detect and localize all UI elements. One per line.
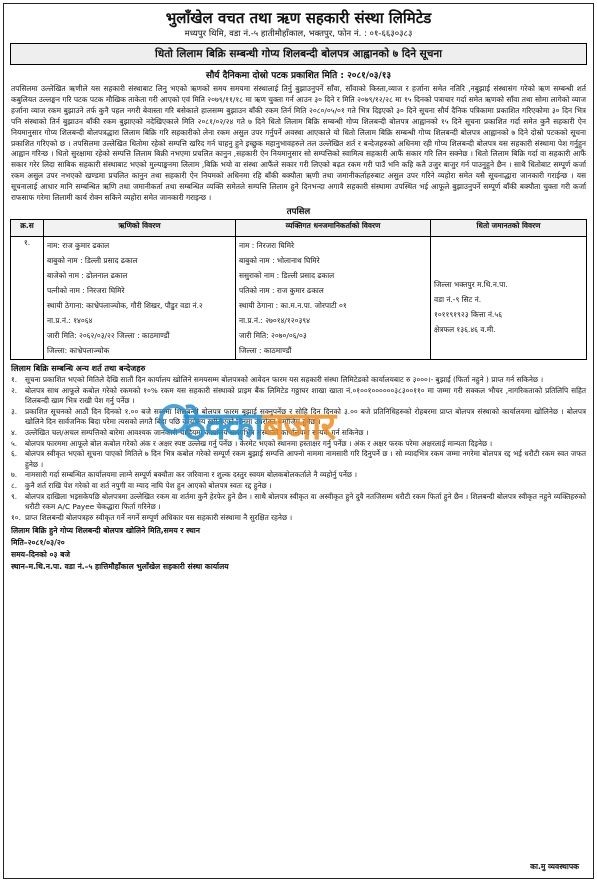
org-name: भुलाँखेल वचत तथा ऋण सहकारी संस्था लिमिटेड (165, 9, 432, 27)
opening-time: समय–दिनको ०३ बजे (11, 550, 71, 560)
table-row (11, 236, 587, 359)
guarantor-line: जारी मिति: २०७०/०६/०३ (239, 330, 307, 340)
collateral-line: १०११९१९२३ कित्ता नं.५६ (434, 309, 503, 319)
guarantor-line: नाम : निरजरा घिमिरे (239, 240, 295, 250)
list-item (11, 492, 586, 513)
borrower-line: बाबुको नाम : डिल्ली प्रसाद ढकाल (47, 255, 138, 265)
condition-text: प्रकाशित सूचनको आठौं दिन दिनको १.०० बजे सम्ममा शिलबन्दी बोलपत्र फारम बुझाई सक्नुपर्नेछ र सोहि दिन दिनको ३.०० बजे प्रतिनिधिहरुको रोहबरमा प्राप्त बोलपत्र संस्थाको कार्यालयमा खोलिनेछ । बोलपत्र खोलिने दिन सार्वजनिक बिदा परेमा त्यसको लगतै बिदा पछि कार्यालय खोलिएको दिनमा उपरोक्त बमोजिम हुनेछ । (25, 406, 586, 427)
list-item (11, 470, 586, 481)
list-item (11, 375, 586, 386)
condition-text: बोलपत्र स्वीकृत भएको सूचना पाएको मितिले ७ दिन भित्र कबोल गरेको सम्पूर्ण रकम बुझाई सम्पत्ति आफ्नो नाममा नामसारी गरि दिनुपर्ने छ । सो म्यादभित्र रकम जम्मा नगरेमा बोलपत्र रद्द भई धरौटी रकम स्वत जफत हुनेछ । (25, 449, 586, 469)
conditions-heading: लिलाम बिक्रि सम्बन्धि अन्य शर्त तथा बन्देजहरु (11, 363, 146, 373)
condition-number: ७. (11, 470, 18, 480)
col-sn: क्र.स (11, 219, 44, 236)
notice-title: धितो लिलाम बिक्रि सम्बन्धी गोप्य शिलबन्दी बोलपत्र आह्वानको ७ दिने सूचना (10, 43, 587, 65)
condition-number: १. (11, 374, 18, 384)
borrower-line: स्थायी ठेगाना: काभ्रेपलाञ्चोक, गौरी शिखर, पौडुर वडा नं.२ (47, 300, 203, 310)
opening-heading: लिलाम बिक्रि हुने गोप्य शिलबन्दी बोलपत्र खोलिने मिति,समय र स्थान (11, 526, 200, 536)
borrower-line: बाजेको नाम : ढोलनाल ढकाल (47, 270, 128, 280)
opening-place: स्थान–म.थि.न.पा. वडा नं.–५ हात्तिमौहाँकाल भुलाँखेल सहकारी संस्था कार्यालय (11, 562, 229, 572)
guarantor-line: स्थायी ठेगाना : का.म.न.पा. जोरपाटी ०१ (239, 300, 347, 310)
table-header-row (11, 219, 587, 236)
condition-number: १०. (11, 512, 21, 522)
borrower-line: जिल्ला: काभ्रेपलाञ्चोक (47, 345, 110, 355)
condition-text: सूचना प्रकाशित भएको मितिले देखि सातौं दिन कार्यालय खोलिने समयसम्म बोलपत्रको आवेदन फारम यस सहकारी संस्था लिमिटेडको कार्यालयबाट रु ३०००।- बुझाई (फिर्ता नहुने ) प्राप्त गर्न सकिनेछ । (25, 374, 544, 384)
col-borrower: ऋणिको विवरण (44, 219, 236, 236)
condition-number: ४. (11, 427, 18, 437)
list-item (11, 481, 586, 492)
row-sn: १. (11, 236, 44, 359)
borrower-line: नाम: राज कुमार ढकाल (47, 240, 110, 250)
condition-text: बोलपत्र फारममा आफूले बोल कबोल गरेको अंक र अक्षर स्पष्ट उल्लेख गर्नु पर्नेछ । केरमेट भएको स्थानमा हस्ताक्षर गर्नु पर्नेछ । अंक र अक्षर फरक परेमा अक्षरलाई मान्यता दिइनेछ । (25, 438, 493, 448)
details-table (10, 219, 587, 360)
condition-number: ५. (11, 438, 18, 448)
condition-text: कुनै शर्त राखि पेश गरेको वा शर्त नपुगी वा म्याद नाघि पेश हुन आएको बोलपत्र स्वतः रद्द हुनेछ । (25, 480, 272, 490)
borrower-line: पत्नीको नाम : निरजरा घिमिरे (47, 285, 125, 295)
opening-date: मिति–२०८१/०३/२० (11, 538, 65, 548)
borrower-details (44, 236, 236, 359)
col-collateral: धितो जमानतको विवरण (431, 219, 587, 236)
watermark-logo (184, 399, 335, 451)
condition-text: नामसारी गर्दा सम्बन्धित कार्यालयमा लाग्ने सम्पूर्ण बक्यौता कर जरिवाना र शुल्क दस्तुर स्वयम बोलकबोलकर्ताले नै व्यहोर्नु पर्नेछ । (25, 470, 358, 480)
condition-number: ९. (11, 491, 18, 501)
list-item (11, 449, 586, 470)
org-address: मध्यपुर थिमि, वडा नं.-५ हातीमौहाँकाल, भक्तपुर, फोन नं. : ०१-६६३०३८३ (184, 29, 413, 39)
watermark-part1: ठेक्का (184, 404, 263, 448)
collateral-line: वडा नं.-९ सिट नं. (434, 294, 482, 304)
table-heading: तपसिल (286, 206, 311, 217)
signature: का.मु व्यवस्थापक (530, 862, 579, 871)
condition-number: ८. (11, 480, 18, 490)
guarantor-details (236, 236, 431, 359)
intro-paragraph: तपसिलमा उल्लेखित ऋणीले यस सहकारी संस्थाबाट लिनु भएको ऋणको समय समयमा संस्थालाई तिर्नु बुझाउनुपर्ने साँवा, साँवाको किस्ता,व्याज र हर्जाना समेत नतिरि ,नबुझाई संस्थासंग गरेको ऋण सम्बन्धी शर्त कबुलियत उल्लङ्घन गरि पटक पटक मौखिक ताकेता गरी आएको एवं मिति २०७९/११/१८ मा ऋण चुक्ता गर्न आउन ३० दिने र मिति २०७९/१२/२८ मा १५ दिनको पत्राचार गर्दा समेत ऋणको साँवा तथा सोमा लागेको व्याज हर्जाना व्याज रकम बुझाउने तर्फ कुनै पहल नगरी बेवास्ता गरि बसेकाले हालसम्म बुझाउन बाँकी रकम तिर्न मिति २०८०/०५/०१ गते भित्र दिइएको ३० दिने सूचना सौर्य दैनिक पत्रिकामा प्रकाशित गरिएकोमा ३० दिन भित्र पनि संस्थाको तिर्न बुझाउन बाँकी रकम बुझाएको नदेखिएकाले मिति २०८१/०२/२४ गते ७ दिने धितो लिलाम बिक्रि सम्बन्धी गोप्य शिलबन्दी बोलपत्र आह्वानको १५ दिने सूचना प्रकाशित गर्दा समेत कुनै सहकारी ऐन नियमानुसार गोप्य शिलबन्दी बोलपत्रद्धारा लिलाम बिक्रि गरि सहकारीको लेना रकम असुल उपर गर्नुपर्ने अवस्था आएकाले यो धितो लिलाम बिक्रि सम्बन्धी गोप्य शिलबन्दी बोलपत्र आह्वानको ७ दिने दोस्रो पटकको सूचना प्रकाशित गरिएको छ । तपसिलमा उल्लेखित धितोमा रहेको सम्पत्ति खरिद गर्न चाहनु हुने इच्छुक महानुभावहरुले तल उल्लेखित शर्त र बन्देजहरुको अधिनमा रही गोप्य शिलबन्दी बोलपत्र यस सहकारी संस्थामा पेश गर्नुहुन आह्वान गरिन्छ । धितो सुरक्षामा रहेको सम्पत्ति लिलाम बिक्री नभएमा प्रचलित कानुन ,सहकारी ऐन नियमानुसार सो सम्पत्तिको स्वामित्व सहकारी आफैं सकार गरि लिन सक्नेछ । धितो लिलाम बिक्रि गर्दा वा सहकारी आफैं सकार गरेर लिदा साबिक सहकारी संस्थाबाट भएको मुल्याङ्कनमा लिलाम ,बिक्रि भयो वा संस्था आफैंले सकार गरी लिएको बढ़त रकम गरी पाउँ भनि कहि कतै उजुर बाजुर गर्न पाउनुहुने छैन । साथै धितोबाट सम्पूर्ण कर्जा रकम असुल उपर नभएको खण्डमा प्रचलित कानुन तथा सहकारी ऐन नियमको अधिनमा रहि बाँकी बक्यौता ऋणी तथा जमानीकर्ताहरुबाट असुल उपर गरिने व्यहोरा समेत यसै सूचनाद्धारा जानकारी गराईन्छ । यस सूचनालाई आधार मानि सम्बन्धित ऋणि तथा जमानीकर्ता तथा सम्बन्धित व्यक्ति समेतले सम्पत्ति लिलाम हुने दिनभन्दा अगावै सहकारी संस्थामा उपस्थित भई आफूले बुझाउनुपर्ने सम्पूर्ण बाँकी बक्यौता चुक्ता गरी कर्जा राफसाफ गरेमा लिलामी कार्य रोक्न सकिने व्यहोरा समेत जानकारी गराइन्छ । (11, 84, 587, 203)
condition-text: बोलपत्र दाखिला भइसकेपछि बोलपत्रमा उल्लेखित रकम वा शर्तमा कुनै हेरफेर हुने छैन । साथै बोलपत्र स्वीकृत वा अस्वीकृत हुने दुवै नतजिसम्म धरौटी रकम फिर्ता हुने छैन । शिलबन्दी बोलपत्र स्वीकृत नहुने व्यक्तिहरुको धरौटी रकम A/C Payee चेकद्धारा फिर्ता गरिनेछ । (25, 491, 586, 512)
list-item (11, 513, 586, 524)
condition-text: प्राप्त शिलबन्दी बोलपत्रहरु स्वीकृत गर्ने नगर्ने सम्पूर्ण अधिकार यस सहकारी संस्थामा नै सुरक्षित रहनेछ । (25, 512, 293, 522)
condition-text: उल्लेखित चल/अचल सम्पत्तिको बारेमा आवश्यक जानकारी चाहियमा कार्यालय समयभित्र संस्थाको कार्यालयमा सम्पर्क गर्न सकिनेछ । (25, 427, 369, 437)
condition-number: ६. (11, 449, 18, 459)
collateral-line: क्षेत्रफल १३६.४६ व.मी. (434, 324, 496, 334)
col-guarantor: व्यक्तिगत धनजमानिकर्ताको विवरण (236, 219, 431, 236)
notice-page (3, 3, 594, 879)
guarantor-line: ना.प्र.नं.: २७०१४/१२०३९४ (239, 315, 310, 325)
guarantor-line: बाबुको नाम : भोलानाथ घिमिरे (239, 255, 320, 265)
guarantor-line: जिल्ला : काठमाण्डौं (239, 345, 292, 355)
condition-number: २. (11, 385, 18, 395)
guarantor-line: पतिको नाम : राज कुमार ढकाल (239, 285, 324, 295)
guarantor-line: ससुराको नाम : डिल्ली प्रसाद ढकाल (239, 270, 335, 280)
borrower-line: जारी मिति: २०६२/०३/२२ जिल्ला : काठमाण्डौं (47, 330, 170, 340)
borrower-line: ना.प्र.नं.: १४०६४ (47, 315, 93, 325)
condition-text: बोलपत्र साथ आफूले कबोल गरेको रकमको १०% रकम यस सहकारी संस्थाको प्राइम बैंक लिमिटेड गठ्ठाघर शाखा खाता नं.०१००१००००००३८३००११० मा जम्मा गरी सक्कल भौचर ,नागरिकताको प्रतिलिपि सहित शिलबन्दी खाम भित्र राखी पेश गर्नु पर्नेछ । (25, 385, 586, 406)
watermark-part2: बजार (262, 404, 336, 448)
collateral-line: जिल्ला भक्तपुर म.थि.न.पा. (434, 279, 508, 289)
publish-date: सौर्य दैनिकमा दोस्रो पटक प्रकाशित मिति : २०८१/०३/१३ (205, 71, 392, 81)
collateral-details (431, 236, 587, 359)
condition-number: ३. (11, 406, 18, 416)
